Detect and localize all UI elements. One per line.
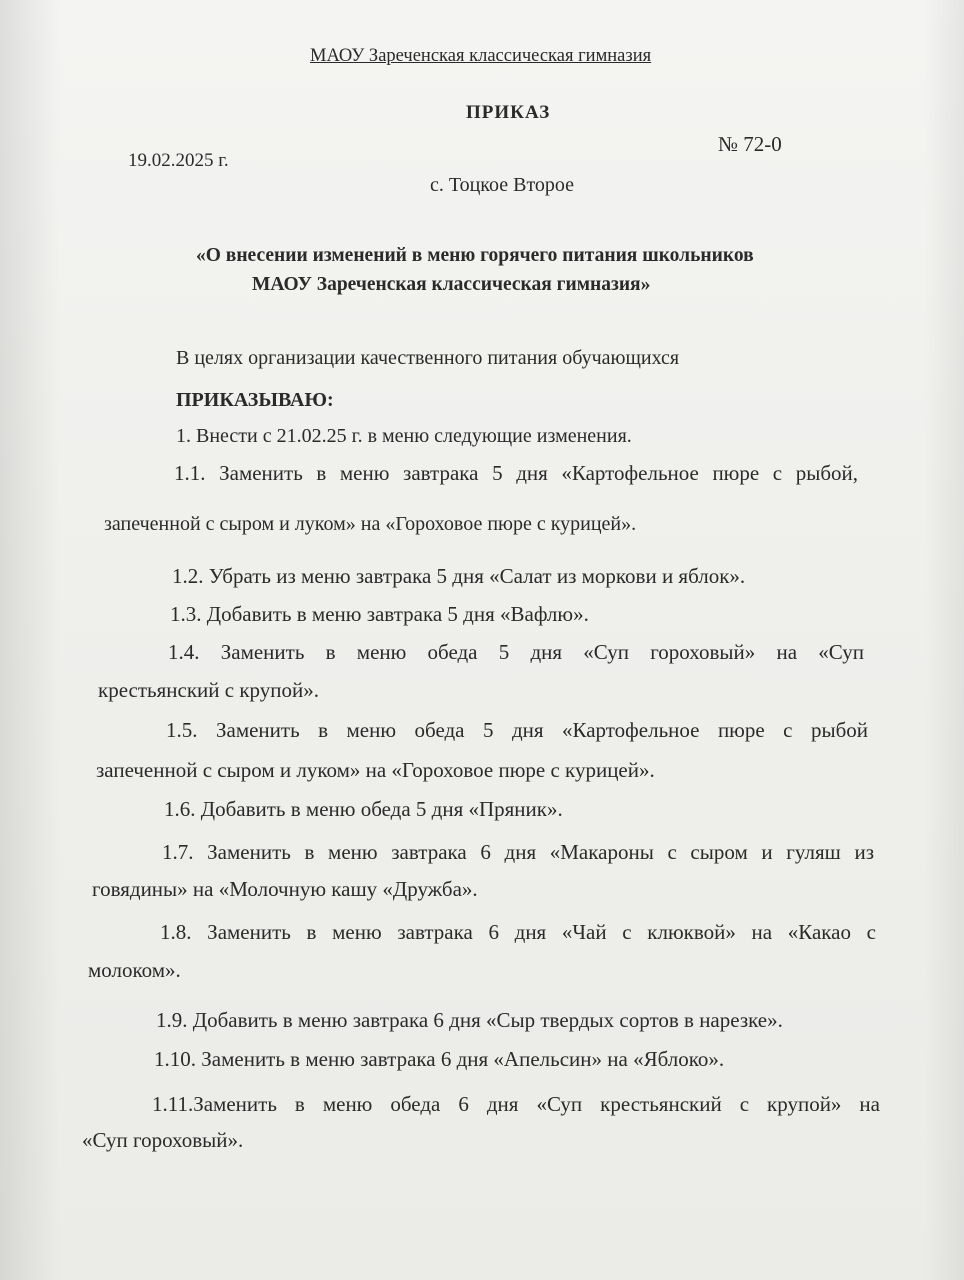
order-word: ПРИКАЗЫВАЮ:: [176, 389, 334, 411]
order-subject-line-2: МАОУ Зареченская классическая гимназия»: [252, 274, 651, 295]
item-1-11-line-2: «Суп гороховый».: [82, 1128, 244, 1152]
item-1-5-line-2: запеченной с сыром и луком» на «Гороховое пюре с курицей».: [96, 758, 655, 782]
page-shadow-right: [924, 0, 964, 1280]
intro-text: В целях организации качественного питания обучающихся: [176, 347, 680, 369]
item-1-9: 1.9. Добавить в меню завтрака 6 дня «Сыр твердых сортов в нарезке».: [156, 1008, 783, 1032]
order-date: 19.02.2025 г.: [128, 150, 229, 171]
item-1-4-line-2: крестьянский с крупой».: [98, 678, 319, 702]
item-1-5-line-1: 1.5. Заменить в меню обеда 5 дня «Картофельное пюре с рыбой: [166, 718, 868, 742]
item-1-8-line-2: молоком».: [88, 958, 181, 982]
item-1-3: 1.3. Добавить в меню завтрака 5 дня «Вафлю».: [170, 602, 589, 626]
item-1-2: 1.2. Убрать из меню завтрака 5 дня «Салат из моркови и яблок».: [172, 564, 746, 588]
item-1-7-line-2: говядины» на «Молочную кашу «Дружба».: [92, 877, 478, 901]
order-subject-line-1: «О внесении изменений в меню горячего питания школьников: [196, 245, 754, 266]
order-place: с. Тоцкое Второе: [430, 174, 575, 196]
item-1-1-line-1: 1.1. Заменить в меню завтрака 5 дня «Картофельное пюре с рыбой,: [174, 461, 858, 485]
item-1: 1. Внести с 21.02.25 г. в меню следующие изменения.: [176, 425, 632, 447]
item-1-11-line-1: 1.11.Заменить в меню обеда 6 дня «Суп крестьянский с крупой» на: [152, 1092, 880, 1116]
item-1-1-line-2: запеченной с сыром и луком» на «Гороховое пюре с курицей».: [104, 513, 637, 535]
item-1-10: 1.10. Заменить в меню завтрака 6 дня «Апельсин» на «Яблоко».: [154, 1047, 725, 1071]
item-1-7-line-1: 1.7. Заменить в меню завтрака 6 дня «Макароны с сыром и гуляш из: [162, 840, 874, 864]
item-1-4-line-1: 1.4. Заменить в меню обеда 5 дня «Суп гороховый» на «Суп: [168, 640, 864, 664]
order-number: № 72-0: [718, 132, 782, 156]
document-title: ПРИКАЗ: [466, 102, 551, 123]
organization-name: МАОУ Зареченская классическая гимназия: [310, 46, 652, 66]
item-1-6: 1.6. Добавить в меню обеда 5 дня «Пряник».: [164, 797, 563, 821]
page-shadow-left: [0, 0, 60, 1280]
item-1-8-line-1: 1.8. Заменить в меню завтрака 6 дня «Чай с клюквой» на «Какао с: [160, 920, 876, 944]
